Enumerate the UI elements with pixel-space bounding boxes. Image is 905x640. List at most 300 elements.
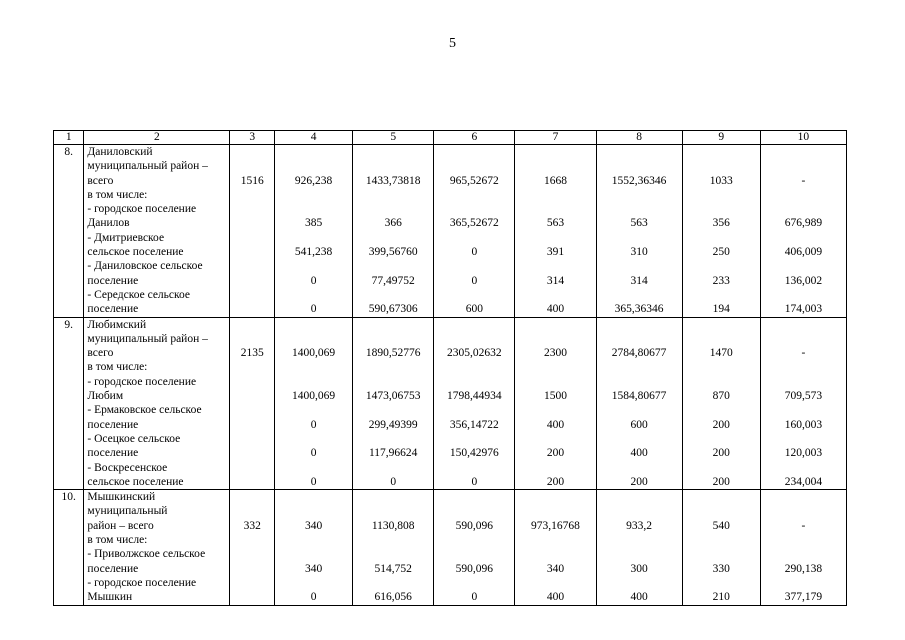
value: [597, 576, 682, 590]
name-line: Любимский: [87, 318, 147, 331]
value: 174,003: [784, 303, 823, 316]
value: 0: [310, 274, 317, 287]
value: 616,056: [374, 591, 412, 604]
value-cell-col-7: [515, 490, 596, 605]
value: 0: [310, 475, 317, 488]
value-cell-col-9: [682, 317, 760, 490]
value: [683, 259, 760, 273]
value: 600: [465, 303, 483, 316]
value: 377,179: [784, 591, 823, 604]
value: [761, 461, 846, 475]
value: [230, 389, 274, 403]
value: [515, 318, 595, 332]
table-row: [54, 145, 847, 318]
name-line: - Даниловское сельское: [87, 260, 203, 273]
value-cell-col-5: [353, 490, 434, 605]
value-cell-col-7: [515, 145, 596, 318]
value: [230, 302, 274, 316]
value: 0: [310, 418, 317, 431]
value-cell-col-4: [275, 490, 353, 605]
value: 314: [546, 274, 565, 287]
value: [683, 490, 760, 504]
value: 406,009: [784, 246, 823, 259]
name-line: - городское поселение: [87, 576, 197, 589]
value: [434, 231, 514, 245]
value: [683, 318, 760, 332]
value: [515, 360, 595, 374]
value: 290,138: [784, 562, 823, 575]
value-cell-col-5: [353, 145, 434, 318]
value: [515, 259, 595, 273]
value: 136,002: [784, 274, 823, 287]
value: [230, 288, 274, 302]
row-number: 8.: [54, 145, 84, 318]
value: 332: [243, 519, 261, 532]
header-cell: 3: [230, 131, 275, 145]
value: [230, 475, 274, 489]
value: 233: [712, 274, 730, 287]
header-cell: 6: [434, 131, 515, 145]
value: 400: [630, 591, 648, 604]
value: 314: [630, 274, 648, 287]
value: 234,004: [784, 475, 823, 488]
value: 0: [471, 591, 478, 604]
value: [515, 231, 595, 245]
value: [761, 360, 846, 374]
name-line: муниципальный район –: [87, 332, 208, 345]
name-line: в том числе:: [87, 188, 148, 201]
value-cell-col-10: [760, 145, 846, 318]
value: 1500: [543, 390, 567, 403]
value: [761, 375, 846, 389]
value: [230, 418, 274, 432]
value: 250: [712, 246, 730, 259]
name-line: Любим: [87, 390, 124, 403]
header-cell: 1: [54, 131, 84, 145]
value: [434, 332, 514, 346]
value: [761, 145, 846, 159]
value: 0: [310, 447, 317, 460]
value: [597, 332, 682, 346]
data-table: [53, 130, 847, 606]
value: 1400,069: [292, 347, 336, 360]
value: [353, 360, 433, 374]
value: [683, 288, 760, 302]
name-line: район – всего: [87, 519, 154, 532]
value-cell-col-3: [230, 145, 275, 318]
header-cell: 2: [84, 131, 230, 145]
value: [597, 432, 682, 446]
value: [597, 461, 682, 475]
value: [515, 188, 595, 202]
value: 563: [546, 217, 565, 230]
value: [683, 461, 760, 475]
value: 340: [304, 519, 323, 532]
value: [434, 375, 514, 389]
value-cell-col-3: [230, 490, 275, 605]
value: 400: [546, 591, 565, 604]
value: [683, 231, 760, 245]
value: 160,003: [784, 418, 823, 431]
value: [761, 432, 846, 446]
value-cell-col-9: [682, 145, 760, 318]
name-line: - Дмитриевское: [87, 231, 165, 244]
value: [230, 274, 274, 288]
value: [761, 490, 846, 504]
value: 0: [471, 246, 478, 259]
value: [230, 318, 274, 332]
value: 391: [546, 246, 565, 259]
value: [683, 576, 760, 590]
value: [761, 202, 846, 216]
name-line: всего: [87, 347, 114, 360]
name-line: поселение: [87, 303, 139, 316]
value: [353, 403, 433, 417]
value: [597, 360, 682, 374]
value: 310: [630, 246, 648, 259]
name-line: - городское поселение: [87, 375, 197, 388]
value: 210: [712, 591, 730, 604]
value: 590,096: [455, 562, 493, 575]
value: 709,573: [784, 390, 823, 403]
value: [434, 318, 514, 332]
value: [275, 332, 352, 346]
value: [230, 332, 274, 346]
value-cell-col-6: [434, 490, 515, 605]
value: [230, 432, 274, 446]
value: [761, 332, 846, 346]
table-body: [54, 145, 847, 606]
value: [230, 375, 274, 389]
value: [230, 231, 274, 245]
value: [275, 504, 352, 518]
value: [353, 332, 433, 346]
value: [353, 202, 433, 216]
value: [597, 259, 682, 273]
value: 973,16768: [531, 519, 580, 532]
header-cell: 10: [760, 131, 846, 145]
district-name: [84, 490, 230, 605]
value: [353, 576, 433, 590]
value: 200: [712, 447, 730, 460]
value: [683, 403, 760, 417]
value: -: [801, 174, 806, 187]
value: [275, 461, 352, 475]
value: [515, 547, 595, 561]
value: 1433,73818: [365, 174, 421, 187]
value: [434, 490, 514, 504]
page-number: 5: [449, 36, 456, 51]
value: [683, 360, 760, 374]
value: [683, 547, 760, 561]
value: 356: [712, 217, 730, 230]
name-line: поселение: [87, 274, 139, 287]
header-cell: 9: [682, 131, 760, 145]
value: [275, 188, 352, 202]
value: [275, 576, 352, 590]
value: [353, 288, 433, 302]
district-name: [84, 145, 230, 318]
value: [683, 375, 760, 389]
value: 926,238: [294, 174, 333, 187]
value: [683, 188, 760, 202]
value: [683, 533, 760, 547]
value: [515, 288, 595, 302]
table-row: [54, 490, 847, 605]
name-line: Данилов: [87, 217, 130, 230]
value: [761, 159, 846, 173]
name-line: поселение: [87, 447, 139, 460]
value: [230, 461, 274, 475]
value: [515, 159, 595, 173]
value: 385: [304, 217, 323, 230]
value: [597, 504, 682, 518]
value: [683, 332, 760, 346]
value: [275, 547, 352, 561]
value: 2784,80677: [611, 347, 667, 360]
value: [230, 403, 274, 417]
value: 330: [712, 562, 730, 575]
value: 77,49752: [371, 274, 415, 287]
row-number: 10.: [54, 490, 84, 605]
value: 120,003: [784, 447, 823, 460]
header-cell: 4: [275, 131, 353, 145]
name-line: - Ермаковское сельское: [87, 404, 202, 417]
value-cell-col-7: [515, 317, 596, 490]
name-line: Мышкин: [87, 591, 133, 604]
name-line: поселение: [87, 562, 139, 575]
header-row: [54, 131, 847, 145]
value: [230, 159, 274, 173]
value: 2135: [240, 347, 264, 360]
value-cell-col-8: [596, 317, 682, 490]
value: 340: [304, 562, 323, 575]
value: 365,52672: [449, 217, 499, 230]
district-name: [84, 317, 230, 490]
value-cell-col-8: [596, 490, 682, 605]
value: [353, 432, 433, 446]
value: [353, 504, 433, 518]
value: [353, 259, 433, 273]
name-line: - Середское сельское: [87, 288, 191, 301]
value: [434, 547, 514, 561]
value: 117,96624: [368, 447, 418, 460]
value: [683, 504, 760, 518]
value: [353, 547, 433, 561]
value-cell-col-6: [434, 317, 515, 490]
value: [761, 576, 846, 590]
value: 340: [546, 562, 565, 575]
value: [761, 318, 846, 332]
value: [434, 461, 514, 475]
value: [434, 403, 514, 417]
value: [597, 375, 682, 389]
value: [230, 562, 274, 576]
value: 933,2: [626, 519, 653, 532]
value: 540: [712, 519, 730, 532]
name-line: муниципальный: [87, 505, 168, 518]
value: [230, 259, 274, 273]
value-cell-col-6: [434, 145, 515, 318]
value: [683, 432, 760, 446]
value: [230, 446, 274, 460]
value: [761, 547, 846, 561]
value: [597, 403, 682, 417]
value: [434, 202, 514, 216]
name-line: в том числе:: [87, 361, 148, 374]
value: [597, 231, 682, 245]
name-line: - городское поселение: [87, 203, 197, 216]
value: [275, 145, 352, 159]
value: 0: [471, 475, 478, 488]
value: [434, 259, 514, 273]
value: 400: [546, 303, 565, 316]
value: [434, 188, 514, 202]
value: [683, 159, 760, 173]
value: [597, 188, 682, 202]
value: [761, 231, 846, 245]
table-row: [54, 317, 847, 490]
value: [515, 375, 595, 389]
name-line: - Воскресенское: [87, 461, 168, 474]
value: 0: [390, 475, 397, 488]
value: [275, 231, 352, 245]
value: [230, 202, 274, 216]
value: 299,49399: [368, 418, 418, 431]
value-cell-col-4: [275, 317, 353, 490]
value: 676,989: [784, 217, 823, 230]
value: 400: [546, 418, 565, 431]
value: [275, 490, 352, 504]
value: [597, 547, 682, 561]
value: [353, 159, 433, 173]
value: 590,67306: [368, 303, 418, 316]
value: 200: [630, 475, 648, 488]
value: 1516: [240, 174, 264, 187]
name-line: муниципальный район –: [87, 160, 208, 173]
value: 0: [310, 591, 317, 604]
value: [353, 461, 433, 475]
value: [597, 145, 682, 159]
name-line: Даниловский: [87, 146, 153, 158]
value: -: [801, 519, 806, 532]
name-line: в том числе:: [87, 534, 148, 547]
value: 965,52672: [449, 174, 499, 187]
name-line: - Приволжское сельское: [87, 548, 206, 561]
value: [353, 231, 433, 245]
value: 1552,36346: [611, 174, 667, 187]
value: [434, 159, 514, 173]
value: 541,238: [294, 246, 333, 259]
value: 600: [630, 418, 648, 431]
value: 590,096: [455, 519, 493, 532]
value: 0: [471, 274, 478, 287]
value: [275, 403, 352, 417]
value: 400: [630, 447, 648, 460]
value: [515, 533, 595, 547]
value: [230, 188, 274, 202]
value: 1890,52776: [365, 347, 421, 360]
value: [353, 490, 433, 504]
value: [434, 432, 514, 446]
value: 563: [630, 217, 648, 230]
value: [761, 533, 846, 547]
row-number: 9.: [54, 317, 84, 490]
value: [353, 188, 433, 202]
value: 150,42976: [449, 447, 499, 460]
value: [230, 576, 274, 590]
value: [515, 504, 595, 518]
value: [597, 533, 682, 547]
value: [515, 461, 595, 475]
value: [597, 202, 682, 216]
value: 1668: [543, 174, 567, 187]
value: [434, 145, 514, 159]
value: [761, 403, 846, 417]
value: [353, 533, 433, 547]
name-line: всего: [87, 174, 114, 187]
value: [230, 533, 274, 547]
value: [683, 202, 760, 216]
value: 1130,808: [371, 519, 415, 532]
name-line: поселение: [87, 418, 139, 431]
value: [515, 145, 595, 159]
value: [230, 490, 274, 504]
name-line: сельское поселение: [87, 475, 184, 488]
value: [515, 202, 595, 216]
value-cell-col-9: [682, 490, 760, 605]
value: [761, 188, 846, 202]
value: 0: [310, 303, 317, 316]
value-cell-col-10: [760, 317, 846, 490]
value: [515, 432, 595, 446]
value: [230, 145, 274, 159]
value: 1798,44934: [447, 390, 502, 403]
value: 300: [630, 562, 648, 575]
value: [515, 332, 595, 346]
value: [515, 576, 595, 590]
value: [434, 360, 514, 374]
value: [275, 360, 352, 374]
value: [761, 288, 846, 302]
value: [597, 288, 682, 302]
value: [230, 590, 274, 604]
name-line: - Осецкое сельское: [87, 432, 181, 445]
value: [353, 145, 433, 159]
value: 200: [712, 475, 730, 488]
value: 514,752: [374, 562, 412, 575]
value: 1033: [709, 174, 733, 187]
value: [275, 288, 352, 302]
value: 365,36346: [614, 303, 664, 316]
value: 1400,069: [292, 390, 336, 403]
value: 2300: [543, 347, 567, 360]
value: 399,56760: [368, 246, 418, 259]
value: [597, 159, 682, 173]
value: 356,14722: [449, 418, 499, 431]
value: 200: [546, 447, 565, 460]
value: [434, 504, 514, 518]
value: [275, 202, 352, 216]
value: [683, 145, 760, 159]
value: [275, 375, 352, 389]
value: [275, 432, 352, 446]
value-cell-col-10: [760, 490, 846, 605]
value: [515, 403, 595, 417]
value: 194: [712, 303, 730, 316]
name-line: Мышкинский: [87, 491, 156, 504]
value: [230, 547, 274, 561]
